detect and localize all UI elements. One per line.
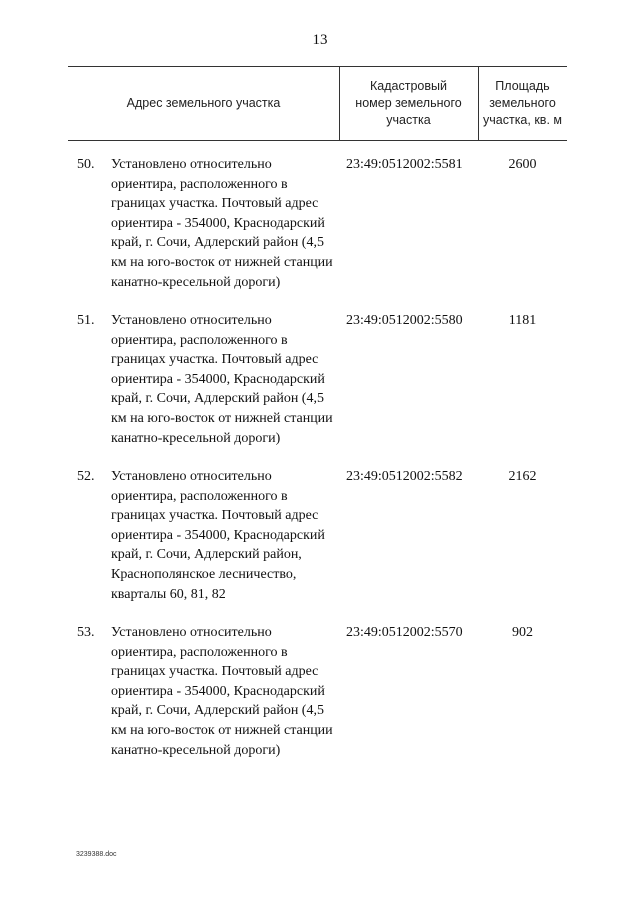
row-address: Установлено относительно ориентира, расположенного в границах участка. Почтовый адрес ориентира - 354000, Краснодарский край, г. Сочи, Адлерский район, Краснополянское лесничество, кварталы 60, 81, 82	[111, 469, 325, 602]
row-cadastral-number: 23:49:0512002:5582	[346, 469, 463, 484]
row-area: 2162	[508, 469, 537, 484]
header-address-label: Адрес земельного участка	[126, 96, 281, 110]
header-cadastral	[339, 67, 478, 140]
table-row	[0, 311, 640, 467]
row-address: Установлено относительно ориентира, расположенного в границах участка. Почтовый адрес ориентира - 354000, Краснодарский край, г. Сочи, Адлерский район (4,5 км на юго-восток от нижней станции канатно-кресельной дороги)	[111, 157, 333, 290]
row-cadastral-number: 23:49:0512002:5581	[346, 157, 463, 172]
table-row	[0, 155, 640, 311]
header-area	[478, 67, 567, 140]
row-number: 53.	[77, 625, 95, 640]
row-number: 51.	[77, 313, 95, 328]
row-address: Установлено относительно ориентира, расположенного в границах участка. Почтовый адрес ориентира - 354000, Краснодарский край, г. Сочи, Адлерский район (4,5 км на юго-восток от нижней станции канатно-кресельной дороги)	[111, 625, 333, 758]
row-area: 1181	[508, 313, 537, 328]
row-number: 50.	[77, 157, 95, 172]
page-number: 13	[312, 32, 328, 48]
row-area: 902	[512, 625, 533, 640]
header-cadastral-label: Кадастровый номер земельного участка	[355, 79, 462, 127]
row-address: Установлено относительно ориентира, расположенного в границах участка. Почтовый адрес ориентира - 354000, Краснодарский край, г. Сочи, Адлерский район (4,5 км на юго-восток от нижней станции канатно-кресельной дороги)	[111, 313, 333, 446]
table-header-bottom-rule	[68, 140, 567, 141]
table-row	[0, 467, 640, 623]
header-area-label: Площадь земельного участка, кв. м	[483, 79, 562, 127]
row-cadastral-number: 23:49:0512002:5570	[346, 625, 463, 640]
row-number: 52.	[77, 469, 95, 484]
table-body	[0, 155, 640, 779]
row-cadastral-number: 23:49:0512002:5580	[346, 313, 463, 328]
header-address	[68, 67, 339, 140]
document-filename: 3239388.doc	[76, 851, 117, 858]
row-area: 2600	[508, 157, 537, 172]
table-row	[0, 623, 640, 779]
